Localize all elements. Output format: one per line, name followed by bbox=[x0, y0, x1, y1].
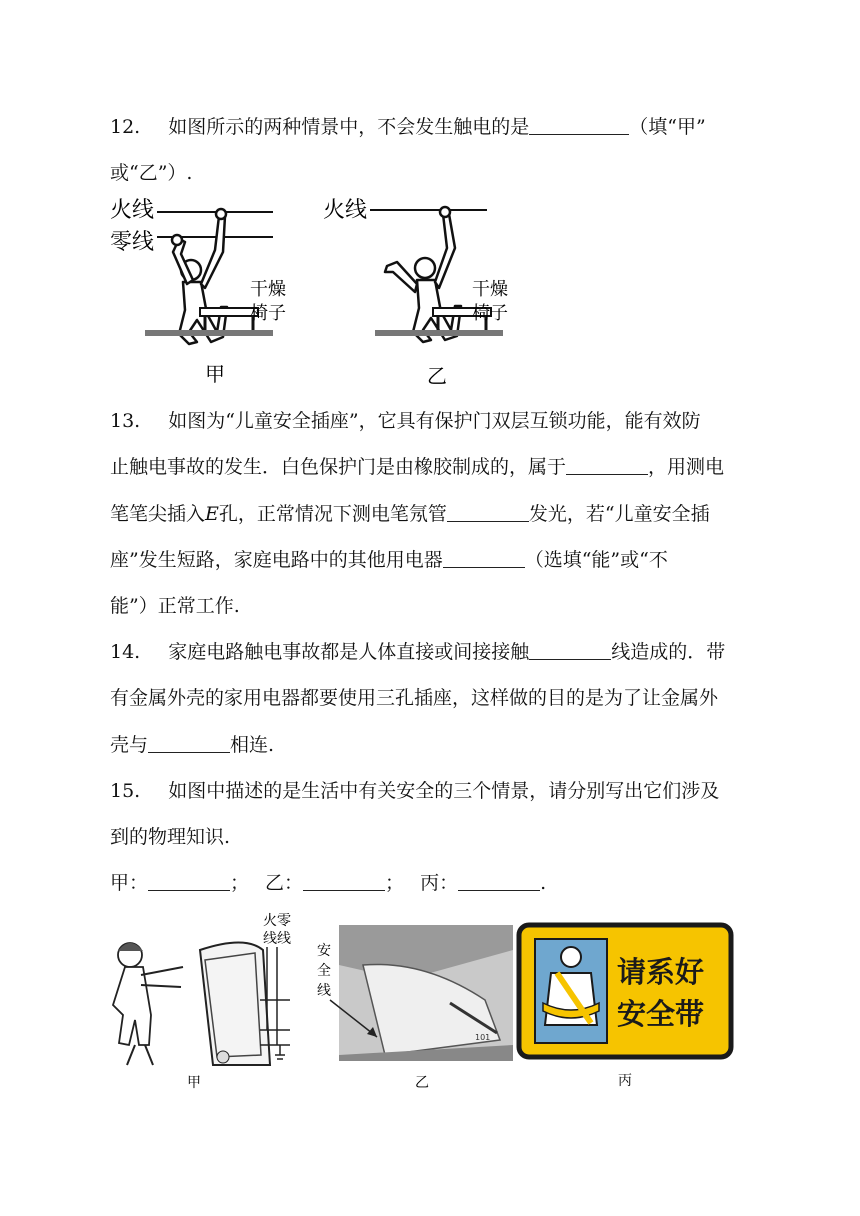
q13-line-3: 笔笔尖插入E孔，正常情况下测电笔氖管 发光，若“儿童安全插 bbox=[110, 503, 710, 525]
q13-line-2: 止触电事故的发生．白色保护门是由橡胶制成的，属于 ，用测电 bbox=[110, 456, 725, 478]
train-number: 101 bbox=[475, 1033, 491, 1042]
answer-blank-bing[interactable] bbox=[458, 872, 540, 891]
answer-blank[interactable] bbox=[443, 549, 525, 568]
neutral-wire-label: 零线 bbox=[110, 230, 155, 255]
q15-line-2: 到的物理知识. bbox=[110, 826, 231, 848]
q15-answer-line: 甲： ； 乙： ； 丙： . bbox=[110, 872, 547, 894]
question-number: 12. bbox=[110, 116, 141, 138]
wire-label-top: 火零 bbox=[263, 913, 291, 929]
safety-line-label-2: 全 bbox=[317, 963, 331, 979]
live-wire-label-2: 火线 bbox=[323, 198, 368, 223]
safety-line-label-1: 安 bbox=[317, 943, 331, 959]
q12-line-1: 12. 如图所示的两种情景中，不会发生触电的是 （填“甲” bbox=[110, 116, 706, 138]
q15-figure bbox=[105, 905, 745, 1100]
chair-label-2: 椅子 bbox=[250, 303, 286, 324]
chair-label-1: 干燥 bbox=[250, 279, 286, 300]
safety-line-label-3: 线 bbox=[317, 983, 331, 999]
chair-label-3: 干燥 bbox=[472, 279, 508, 300]
figure-label-jia: 甲 bbox=[205, 362, 225, 386]
answer-blank-yi[interactable] bbox=[303, 872, 385, 891]
q12-figure bbox=[105, 192, 525, 392]
wire-label-bottom: 线线 bbox=[263, 931, 291, 947]
figure-label-jia-2: 甲 bbox=[187, 1075, 201, 1091]
answer-blank-jia[interactable] bbox=[148, 872, 230, 891]
live-wire-label: 火线 bbox=[110, 198, 155, 223]
figure-label-bing: 丙 bbox=[618, 1073, 632, 1089]
answer-blank[interactable] bbox=[148, 734, 230, 753]
figure-label-yi-2: 乙 bbox=[415, 1075, 429, 1091]
answer-blank[interactable] bbox=[447, 503, 529, 522]
seatbelt-sign bbox=[519, 925, 731, 1089]
q12-line-2: 或“乙”）. bbox=[110, 162, 193, 184]
question-number: 13. bbox=[110, 410, 141, 432]
question-number: 15. bbox=[110, 780, 141, 802]
q13-line-5: 能”）正常工作. bbox=[110, 595, 240, 617]
person-figure-yi bbox=[385, 207, 461, 342]
fridge-shock-illustration bbox=[113, 913, 291, 1091]
sign-text-line2: 安全带 bbox=[617, 997, 705, 1031]
figure-label-yi: 乙 bbox=[427, 364, 447, 388]
q13-line-1: 13. 如图为“儿童安全插座”，它具有保护门双层互锁功能，能有效防 bbox=[110, 410, 701, 432]
answer-blank[interactable] bbox=[529, 641, 611, 660]
sign-text-line1: 请系好 bbox=[617, 955, 705, 989]
person-figure-jia bbox=[172, 209, 227, 344]
q14-line-1: 14. 家庭电路触电事故都是人体直接或间接接触 线造成的．带 bbox=[110, 641, 726, 663]
answer-blank[interactable] bbox=[529, 116, 629, 135]
chair-label-4: 椅子 bbox=[472, 303, 508, 324]
q14-line-2: 有金属外壳的家用电器都要使用三孔插座，这样做的目的是为了让金属外 bbox=[110, 687, 719, 709]
q13-line-4: 座”发生短路，家庭电路中的其他用电器 （选填“能”或“不 bbox=[110, 549, 668, 571]
train-platform-photo bbox=[317, 925, 513, 1091]
question-number: 14. bbox=[110, 641, 141, 663]
q14-line-3: 壳与 相连. bbox=[110, 734, 275, 756]
q15-line-1: 15. 如图中描述的是生活中有关安全的三个情景，请分别写出它们涉及 bbox=[110, 780, 720, 802]
answer-blank[interactable] bbox=[566, 456, 648, 475]
